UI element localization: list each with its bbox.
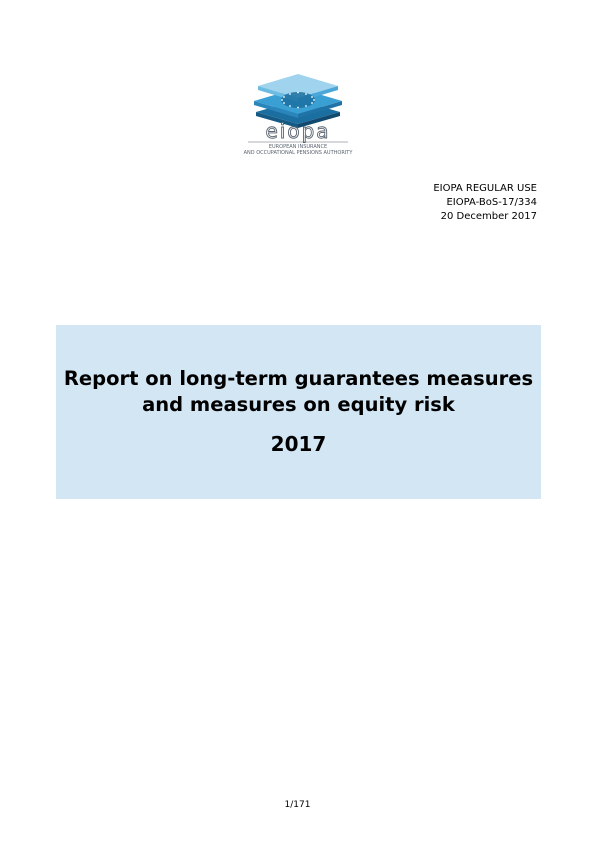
document-reference: EIOPA-BoS-17/334 (446, 197, 537, 208)
report-year: 2017 (270, 432, 327, 456)
report-title (56, 366, 541, 418)
document-date: 20 December 2017 (440, 211, 537, 222)
logo-line1: EUROPEAN INSURANCE (268, 144, 328, 150)
logo-wordmark: eiopa (265, 119, 331, 143)
logo-line2: AND OCCUPATIONAL PENSIONS AUTHORITY (243, 150, 353, 156)
report-title-line2: and measures on equity risk (142, 393, 455, 416)
eiopa-logo (218, 70, 378, 160)
eiopa-emblem-icon (218, 70, 378, 160)
page-number: 1/171 (284, 800, 311, 810)
classification-label: EIOPA REGULAR USE (433, 183, 537, 194)
title-box (56, 325, 541, 499)
document-metadata (433, 182, 537, 224)
report-title-line1: Report on long-term guarantees measures (63, 367, 534, 390)
